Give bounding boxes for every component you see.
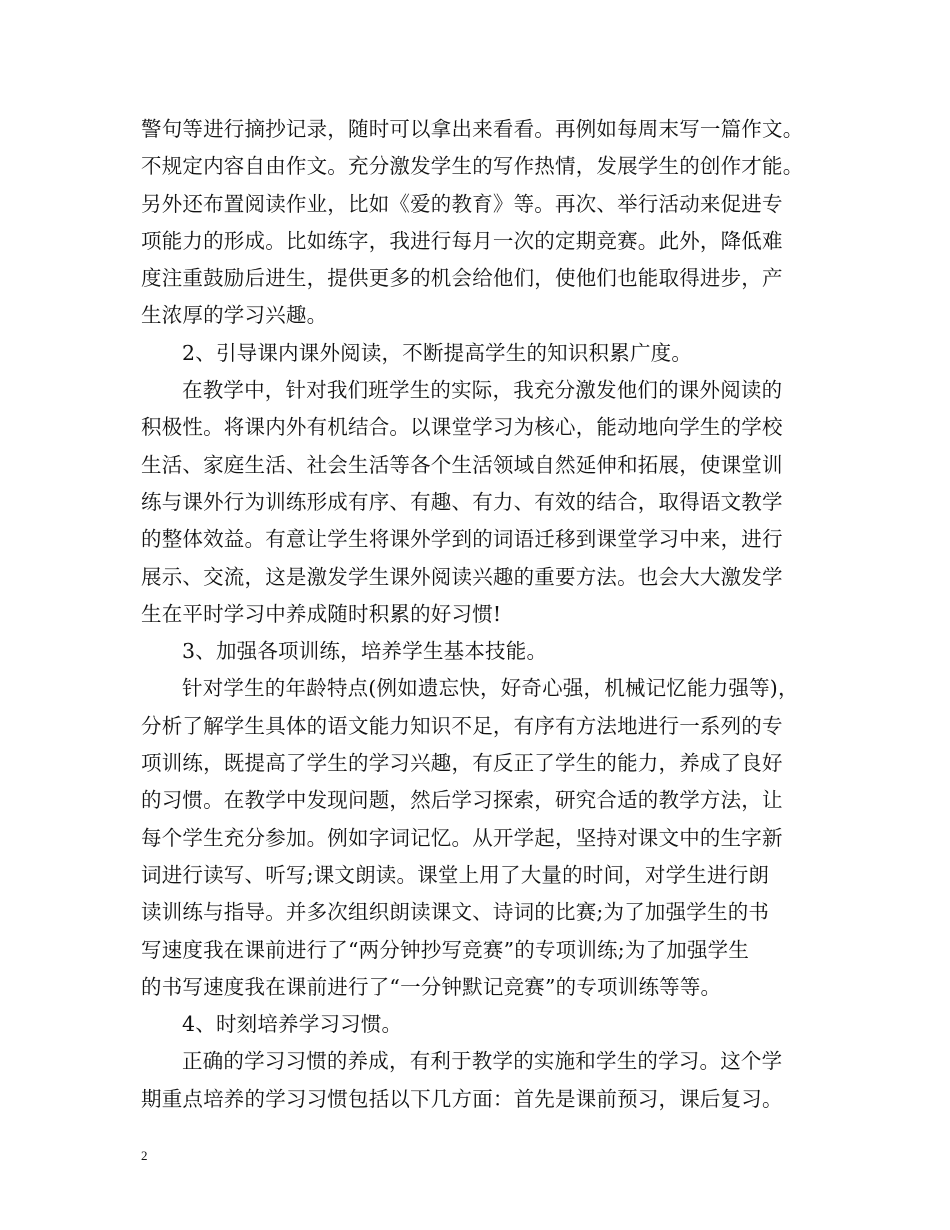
text-line: 正确的学习习惯的养成，有利于教学的实施和学生的学习。这个学 bbox=[182, 1049, 783, 1074]
text-line: 的书写速度我在课前进行了“一分钟默记竞赛”的专项训练等等。 bbox=[141, 974, 722, 999]
text-line: 词进行读写、听写;课文朗读。课堂上用了大量的时间，对学生进行朗 bbox=[141, 862, 770, 887]
text-line: 积极性。将课内外有机结合。以课堂学习为核心，能动地向学生的学校 bbox=[141, 415, 783, 440]
text-line: 3、加强各项训练，培养学生基本技能。 bbox=[182, 639, 548, 664]
text-line: 2、引导课内课外阅读，不断提高学生的知识积累广度。 bbox=[182, 340, 693, 365]
text-line: 4、时刻培养学习习惯。 bbox=[182, 1012, 403, 1037]
text-line: 在教学中，针对我们班学生的实际，我充分激发他们的课外阅读的 bbox=[182, 378, 783, 403]
text-line: 展示、交流，这是激发学生课外阅读兴趣的重要方法。也会大大激发学 bbox=[141, 564, 783, 589]
text-line: 不规定内容自由作文。充分激发学生的写作热情，发展学生的创作才能。 bbox=[141, 154, 804, 179]
text-line: 期重点培养的学习习惯包括以下几方面：首先是课前预习，课后复习。 bbox=[141, 1086, 783, 1111]
text-line: 项能力的形成。比如练字，我进行每月一次的定期竞赛。此外，降低难 bbox=[141, 228, 783, 253]
text-line: 生在平时学习中养成随时积累的好习惯! bbox=[141, 601, 502, 626]
text-line: 另外还布置阅读作业，比如《爱的教育》等。再次、举行活动来促进专 bbox=[141, 191, 783, 216]
text-line: 生浓厚的学习兴趣。 bbox=[141, 303, 328, 328]
text-line: 读训练与指导。并多次组织朗读课文、诗词的比赛;为了加强学生的书 bbox=[141, 900, 770, 925]
text-line: 每个学生充分参加。例如字词记忆。从开学起，坚持对课文中的生字新 bbox=[141, 825, 783, 850]
text-line: 练与课外行为训练形成有序、有趣、有力、有效的结合，取得语文教学 bbox=[141, 489, 783, 514]
text-line: 的整体效益。有意让学生将课外学到的词语迁移到课堂学习中来，进行 bbox=[141, 527, 783, 552]
text-line: 警句等进行摘抄记录，随时可以拿出来看看。再例如每周末写一篇作文。 bbox=[141, 117, 804, 141]
text-line: 生活、家庭生活、社会生活等各个生活领域自然延伸和拓展，使课堂训 bbox=[141, 452, 783, 477]
text-line: 针对学生的年龄特点(例如遗忘快，好奇心强，机械记忆能力强等)， bbox=[182, 676, 799, 701]
document-body bbox=[141, 111, 821, 1118]
page-number: 2 bbox=[141, 1148, 148, 1163]
text-line: 的习惯。在教学中发现问题，然后学习探索，研究合适的教学方法，让 bbox=[141, 788, 783, 813]
text-line: 写速度我在课前进行了“两分钟抄写竞赛”的专项训练;为了加强学生 bbox=[141, 937, 750, 962]
text-line: 度注重鼓励后进生，提供更多的机会给他们，使他们也能取得进步，产 bbox=[141, 266, 783, 291]
text-line: 项训练，既提高了学生的学习兴趣，有反正了学生的能力，养成了良好 bbox=[141, 751, 783, 776]
text-line: 分析了解学生具体的语文能力知识不足，有序有方法地进行一系列的专 bbox=[141, 713, 783, 738]
